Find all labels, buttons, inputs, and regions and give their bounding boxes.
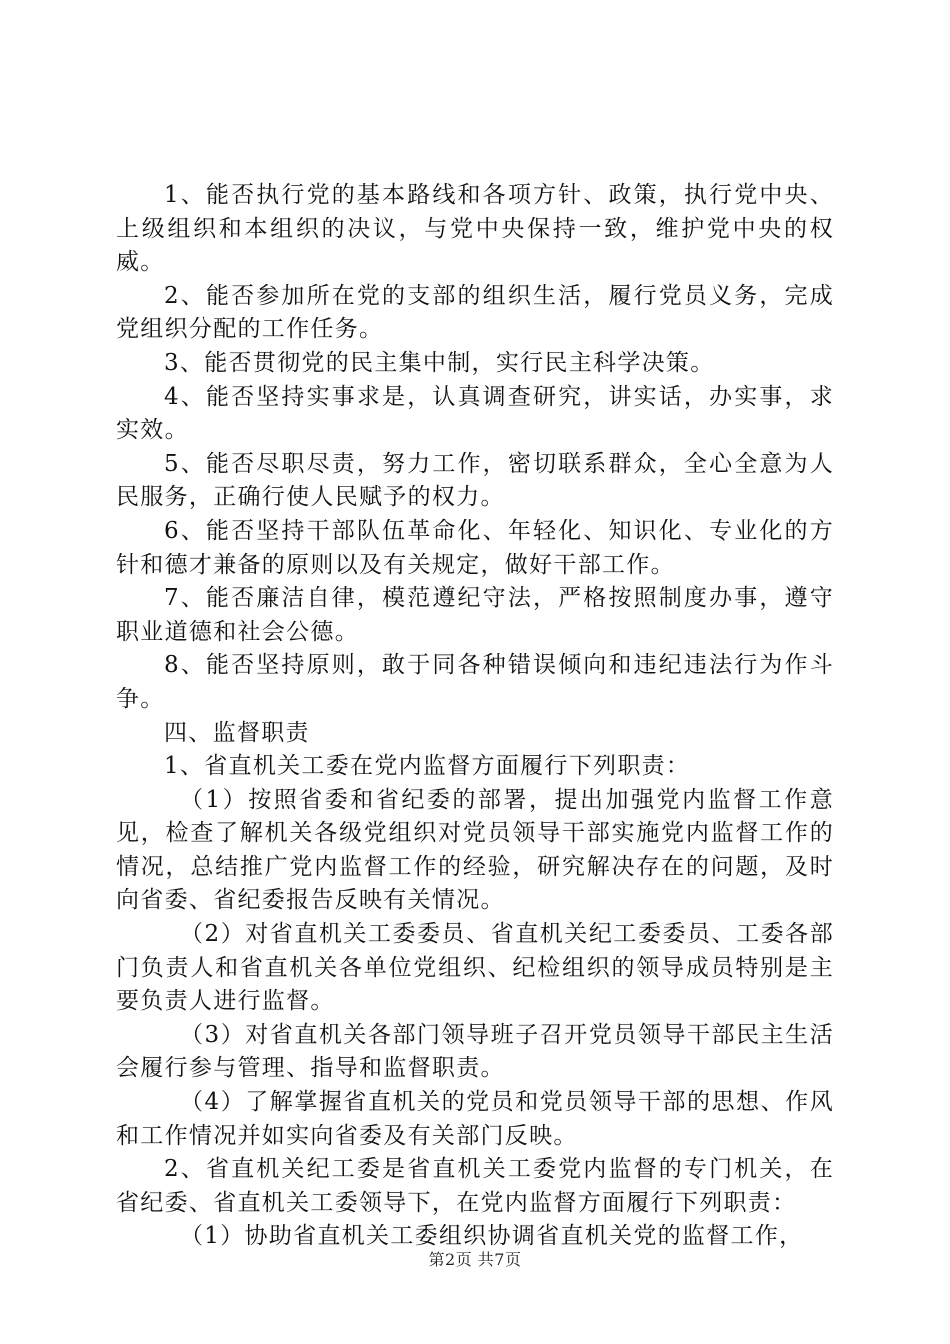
paragraph-item-6: 6、能否坚持干部队伍革命化、年轻化、知识化、专业化的方针和德才兼备的原则以及有关规定，做好干部工作。: [116, 517, 834, 578]
paragraph-item-7: 7、能否廉洁自律，模范遵纪守法，严格按照制度办事，遵守职业道德和社会公德。: [116, 585, 834, 645]
duty-item-1-4: （4）了解掌握省直机关的党员和党员领导干部的思想、作风和工作情况并如实向省委及有关部门反映。: [116, 1089, 834, 1149]
paragraph-item-1: 1、能否执行党的基本路线和各项方针、政策，执行党中央、上级组织和本组织的决议，与党中央保持一致，维护党中央的权威。: [116, 182, 834, 276]
section-heading: 四、监督职责: [164, 719, 310, 746]
paragraph-item-3: 3、能否贯彻党的民主集中制，实行民主科学决策。: [164, 349, 715, 376]
document-body: [116, 179, 834, 1254]
page-footer: 第2页 共7页: [428, 1250, 522, 1269]
duty-intro-2: 2、省直机关纪工委是省直机关工委党内监督的专门机关，在省纪委、省直机关工委领导下，在党内监督方面履行下列职责：: [116, 1156, 834, 1216]
duty-item-1-1: （1）按照省委和省纪委的部署，提出加强党内监督工作意见，检查了解机关各级党组织对党员领导干部实施党内监督工作的情况，总结推广党内监督工作的经验，研究解决存在的问题，及时向省委、省纪委报告反映有关情况。: [116, 786, 834, 914]
duty-intro-1: 1、省直机关工委在党内监督方面履行下列职责：: [164, 753, 691, 780]
paragraph-item-4: 4、能否坚持实事求是，认真调查研究，讲实话，办实事，求实效。: [116, 383, 834, 444]
duty-item-1-2: （2）对省直机关工委委员、省直机关纪工委委员、工委各部门负责人和省直机关各单位党组织、纪检组织的领导成员特别是主要负责人进行监督。: [116, 921, 834, 1015]
paragraph-item-8: 8、能否坚持原则，敢于同各种错误倾向和违纪违法行为作斗争。: [116, 652, 834, 712]
paragraph-item-2: 2、能否参加所在党的支部的组织生活，履行党员义务，完成党组织分配的工作任务。: [116, 282, 834, 343]
duty-item-2-1: （1）协助省直机关工委组织协调省直机关党的监督工作，: [180, 1223, 804, 1250]
duty-item-1-3: （3）对省直机关各部门领导班子召开党员领导干部民主生活会履行参与管理、指导和监督职责。: [116, 1021, 834, 1082]
paragraph-item-5: 5、能否尽职尽责，努力工作，密切联系群众，全心全意为人民服务，正确行使人民赋予的权力。: [116, 450, 834, 511]
